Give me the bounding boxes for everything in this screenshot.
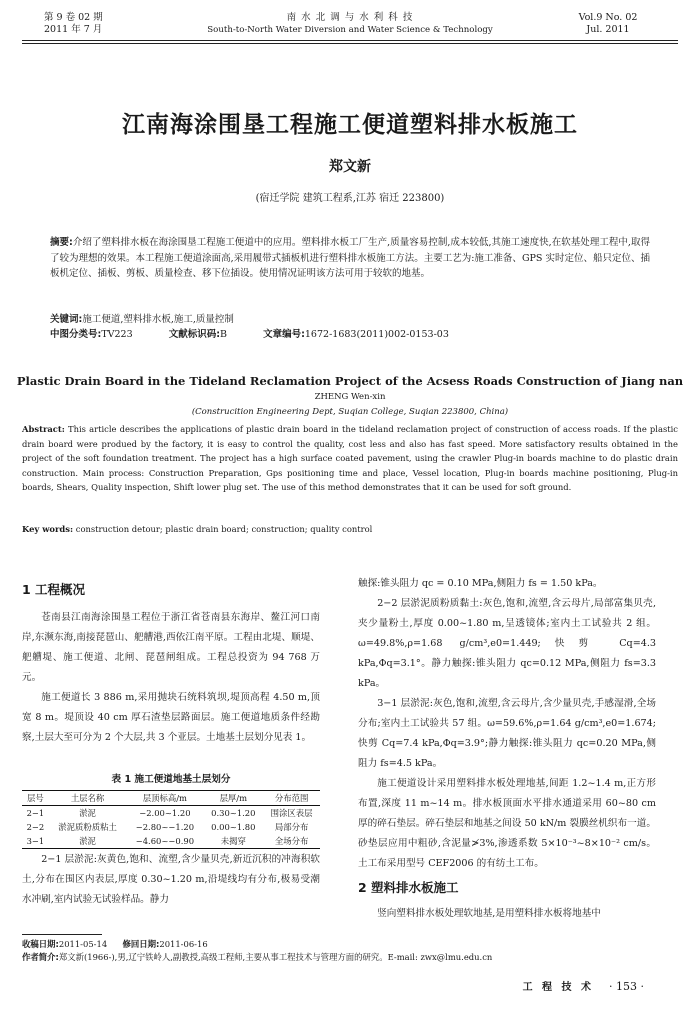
section1-paragraph-3: 2−1 层淤泥:灰黄色,饱和、流塑,含少量贝壳,新近沉积的冲海积软土,分布在围区内表层,厚度 0.30~1.20 m,沿堤线均有分布,极易受潮水冲刷,室内试验无试验样品。静力 (22, 854, 320, 905)
clc-value: TV223 (101, 329, 133, 340)
footnote-rule (22, 934, 102, 935)
table1-header-cell: 层号 (22, 791, 49, 806)
author-cn: 郑文新 (329, 159, 371, 175)
footer-section-label: 工 程 技 术 (522, 982, 595, 993)
section1-paragraph-1: 苍南县江南海涂围垦工程位于浙江省苍南县东海岸、鳌江河口南岸,东濒东海,南接琵琶山、舥艚港,西依江南平原。工程由北堤、顺堤、舥艚堤、施工便道、北闸、琵琶闸组成。工程总投资为 94 768 万元。 (22, 612, 320, 683)
keywords-en (22, 522, 678, 537)
footnote-author (22, 951, 678, 964)
header-volume (44, 12, 154, 36)
table1 (22, 790, 320, 849)
keywords-cn-text: 施工便道,塑料排水板,施工,质量控制 (82, 314, 234, 325)
paper-title-cn: 江南海涂围垦工程施工便道塑料排水板施工 (122, 112, 578, 138)
abstract-cn (50, 235, 650, 282)
header-journal (150, 12, 550, 36)
right-column (358, 574, 656, 924)
table-cell: 0.00~1.80 (211, 822, 256, 832)
doc-code-value: B (220, 329, 228, 340)
keywords-cn-label: 关键词: (50, 314, 83, 325)
author-en: ZHENG Wen-xin (314, 392, 386, 402)
affiliation-en: (Construcition Engineering Dept, Suqian College, Suqian 223800, China) (191, 407, 509, 417)
table-cell: 3−1 (22, 834, 49, 849)
footnote-dates (22, 938, 678, 951)
article-no-label: 文章编号: (263, 329, 305, 340)
table-cell: −4.60~−0.90 (126, 834, 203, 849)
table-cell: 2−2 (26, 822, 45, 832)
table1-header-cell: 层顶标高/m (126, 791, 203, 806)
header-journal-cn: 南 水 北 调 与 水 利 科 技 (286, 12, 414, 23)
section1-paragraph-2: 施工便道长 3 886 m,采用抛块石统料筑坝,堤顶高程 4.50 m,顶宽 8 m。堤顶设 40 cm 厚石渣垫层路面层。施工便道地质条件经勘察,土层大至可分为 2 个大层,共 3 个亚层。土地基土层划分见表 1。 (22, 692, 320, 743)
right-paragraph-4: 施工便道设计采用塑料排水板处理地基,间距 1.2~1.4 m,正方形布置,深度 11 m~14 m。排水板顶面水平排水通道采用 60~80 cm 厚的碎石垫层。碎石垫层和地基之间设 50 kN/m 裂膜丝机织布一道。砂垫层应用中粗砂,含泥量≯3%,渗透系数 5×10⁻³~8×10⁻² cm/s。土工布采用型号 CEF2006 的有纺土工布。 (358, 778, 656, 869)
table-cell: 淤泥质粉质粘土 (58, 822, 117, 832)
table-row (22, 834, 320, 849)
table-cell: 淤泥 (79, 808, 96, 818)
table-row (22, 820, 320, 834)
header-journal-en: South-to-North Water Diversion and Water Science & Technology (207, 25, 493, 35)
table-cell: 全场分布 (263, 834, 320, 849)
page-number: · 153 · (609, 980, 644, 993)
section2-heading: 2 塑料排水板施工 (358, 880, 459, 895)
table-cell: −2.80~−1.20 (135, 822, 195, 832)
header-volume-en: Vol.9 No. 02 (578, 12, 638, 23)
table1-header-cell: 层厚/m (203, 791, 263, 806)
table-cell: 2−1 (26, 808, 45, 818)
table-cell: −2.00~1.20 (139, 808, 191, 818)
doc-code-label: 文献标识码: (168, 329, 221, 340)
abstract-en-label: Abstract: (22, 424, 65, 434)
table-cell: 围涂区表层 (270, 808, 313, 818)
table-row (22, 806, 320, 821)
header-rule-thin (22, 43, 678, 44)
table-cell: 未揭穿 (203, 834, 263, 849)
table1-caption: 表 1 施工便道地基土层划分 (111, 774, 231, 785)
header-volume-cn: 第 9 卷 02 期 (44, 12, 103, 23)
header-date-en: Jul. 2011 (586, 24, 630, 35)
clc-label: 中图分类号: (50, 329, 102, 340)
footnote (22, 938, 678, 964)
author-bio-label: 作者简介: (22, 952, 59, 962)
left-column (22, 580, 320, 748)
keywords-en-label: Key words: (22, 524, 74, 534)
classification-line (50, 327, 650, 343)
right-paragraph-2: 2−2 层淤泥质粉质黏土:灰色,饱和,流塑,含云母片,局部富集贝壳,夹少量粉土,厚度 0.00~1.80 m,呈透镜体;室内土工试验共 2 组。ω=49.8%,ρ=1.68 g/cm³,e0=1.449;快剪 Cq=4.3 kPa,Φq=3.1°。静力触探:锥头阻力 qc=0.12 MPa,侧阻力 fs=3.3 kPa。 (358, 598, 656, 689)
paper-title-en: Plastic Drain Board in the Tideland Reclamation Project of the Acsess Roads Construction of Jiang nan (16, 374, 684, 388)
abstract-cn-label: 摘要: (50, 237, 73, 248)
header-volume-en-block (560, 12, 656, 36)
table-cell: 0.30~1.20 (211, 808, 256, 818)
table-cell: 局部分布 (274, 822, 309, 832)
table1-header-cell: 分布范围 (263, 791, 320, 806)
table-cell: 淤泥 (49, 834, 126, 849)
received-date: 2011-05-14 (58, 939, 108, 949)
abstract-cn-text: 介绍了塑料排水板在海涂围垦工程施工便道中的应用。塑料排水板工厂生产,质量容易控制,成本较低,其施工速度快,在软基处理工程中,取得了较为理想的效果。本工程施工便道涂面高,采用履带式插板机进行塑料排水板施工方法。主要工艺为:施工准备、GPS 实时定位、船只定位、插板机定位、插板、剪板、质量检查、移下位插设。使用情况证明该方法可用于较软的地基。 (50, 237, 650, 279)
revised-label: 修回日期: (122, 939, 160, 949)
revised-date: 2011-06-16 (159, 939, 208, 949)
right-paragraph-1: 触探:锥头阻力 qc = 0.10 MPa,侧阻力 fs = 1.50 kPa。 (358, 578, 603, 589)
page-footer (523, 978, 644, 993)
received-label: 收稿日期: (22, 939, 59, 949)
keywords-cn (50, 312, 650, 328)
keywords-en-text: construction detour; plastic drain board; construction; quality control (75, 524, 373, 534)
right-paragraph-5: 竖向塑料排水板处理软地基,是用塑料排水板将地基中 (377, 908, 601, 919)
header-rule (22, 40, 678, 41)
abstract-en-text: This article describes the applications of plastic drain board in the tideland reclamation project of construction of access roads. If the plastic drain board were produed by the factory, it is easy to control the quality, cost less and also has fast speed. More satisfactory results obtained in the project of the soft foundation treatment. The project has a high surface coated pavement, using the crawler Plug-in boards machine to do plastic drain construction. Main process: Construction Preparation, Gps positioning time and place, Vessel location, Plug-in boards machine positioning, Plug-in boards, Shears, Quality inspection, Shift lower plug set. The use of this method demonstrates that it can be used for soft ground. (22, 424, 678, 493)
section1-heading: 1 工程概况 (22, 582, 86, 597)
affiliation-cn: (宿迁学院 建筑工程系,江苏 宿迁 223800) (255, 193, 445, 204)
table1-header-cell: 土层名称 (49, 791, 126, 806)
article-no-value: 1672-1683(2011)002-0153-03 (304, 329, 449, 340)
table1-header-row (22, 791, 320, 806)
author-bio-text: 郑文新(1966-),男,辽宁铁岭人,副教授,高级工程师,主要从事工程技术与管理方面的研究。E-mail: zwx@lmu.edu.cn (58, 952, 493, 962)
header-date-cn: 2011 年 7 月 (44, 24, 103, 35)
abstract-en (22, 422, 678, 495)
right-paragraph-3: 3−1 层淤泥:灰色,饱和,流塑,含云母片,含少量贝壳,手感湿滑,全场分布;室内土工试验共 57 组。ω=59.6%,ρ=1.64 g/cm³,e0=1.674;快剪 Cq=7.4 kPa,Φq=3.9°;静力触探:锥头阻力 qc=0.20 MPa,侧阻力 fs=4.5 kPa。 (358, 698, 656, 769)
